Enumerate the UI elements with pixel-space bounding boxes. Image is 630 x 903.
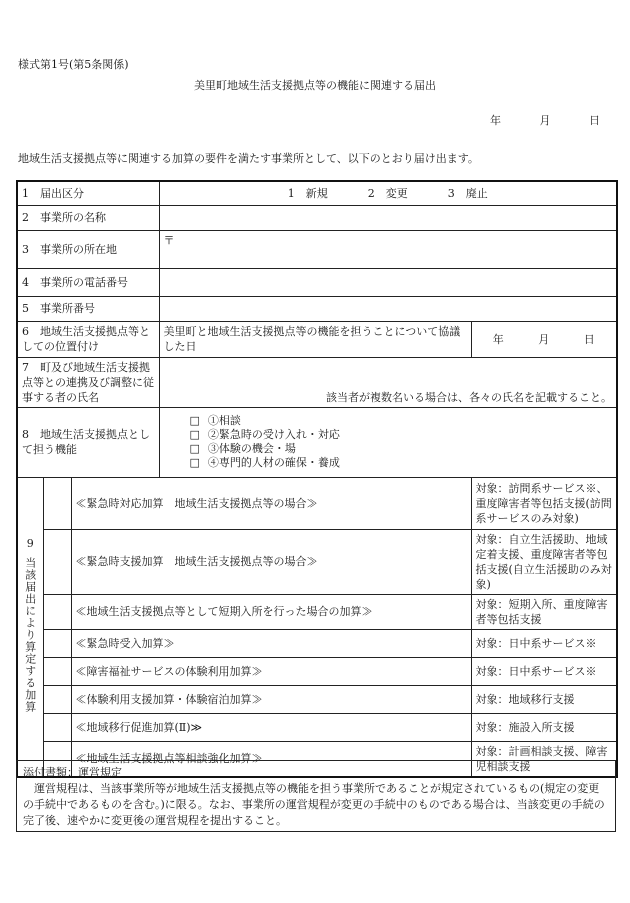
addition-name-4: ≪緊急時受入加算≫ (71, 629, 471, 657)
date-month-label: 月 (539, 114, 551, 127)
function-item-experience[interactable]: □ ③体験の機会・場 (189, 442, 296, 455)
intro-text: 地域生活支援拠点等に関連する加算の要件を満たす事業所として、以下のとおり届け出ます。 (18, 152, 479, 165)
facility-number-field[interactable] (159, 296, 617, 321)
addition-name-3: ≪地域生活支援拠点等として短期入所を行った場合の加算≫ (71, 594, 471, 629)
addition-name-7: ≪地域移行促進加算(Ⅱ)≫ (71, 713, 471, 741)
attachment-heading: 添付書類：運営規定 (23, 766, 122, 779)
agreement-month-label: 月 (538, 332, 550, 346)
function-item-emergency[interactable]: □ ②緊急時の受け入れ・対応 (189, 428, 340, 441)
addition-target-7: 対象：施設入所支援 (471, 713, 617, 741)
attachment-note-box (16, 760, 616, 832)
functions-checklist (159, 407, 617, 477)
addition-checkbox-5[interactable] (43, 657, 71, 685)
function-item-staffing[interactable]: □ ④専門的人材の確保・養成 (189, 456, 340, 469)
addition-checkbox-1[interactable] (43, 477, 71, 529)
agreement-date-field[interactable] (471, 321, 617, 357)
addition-checkbox-4[interactable] (43, 629, 71, 657)
addition-target-6: 対象：地域移行支援 (471, 685, 617, 713)
addition-checkbox-6[interactable] (43, 685, 71, 713)
coordinator-name-field[interactable] (159, 357, 617, 407)
addition-target-3: 対象：短期入所、重度障害者等包括支援 (471, 594, 617, 629)
row9-number: 9 (26, 537, 34, 550)
checkbox-icon[interactable]: □ (189, 414, 200, 427)
function-item-consultation[interactable]: □ ①相談 (189, 414, 241, 427)
document-title: 美里町地域生活支援拠点等の機能に関連する届出 (194, 79, 436, 92)
agreement-year-label: 年 (492, 332, 504, 346)
option-change[interactable]: 2 変更 (367, 186, 408, 200)
coordinator-note: 該当者が複数名いる場合は、各々の氏名を記載すること。 (326, 390, 613, 404)
addition-name-1: ≪緊急時対応加算 地域生活支援拠点等の場合≫ (71, 477, 471, 529)
addition-checkbox-3[interactable] (43, 594, 71, 629)
checkbox-icon[interactable]: □ (189, 456, 200, 469)
date-year-label: 年 (490, 114, 501, 127)
option-abolish[interactable]: 3 廃止 (447, 186, 488, 200)
row9-title: 当該届出により算定する加算 (23, 557, 37, 713)
addition-target-5: 対象：日中系サービス※ (471, 657, 617, 685)
date-day-label: 日 (589, 114, 600, 127)
notification-type-options[interactable] (159, 181, 617, 205)
addition-checkbox-2[interactable] (43, 529, 71, 594)
facility-name-field[interactable] (159, 205, 617, 230)
option-new[interactable]: 1 新規 (287, 186, 328, 200)
addition-name-2: ≪緊急時支援加算 地域生活支援拠点等の場合≫ (71, 529, 471, 594)
row3-label: 3 事業所の所在地 (17, 230, 159, 268)
row8-label: 8 地域生活支援拠点として担う機能 (17, 407, 159, 477)
addition-name-8: ≪地域生活支援拠点等相談強化加算≫ (71, 741, 471, 777)
row2-label: 2 事業所の名称 (17, 205, 159, 230)
addition-target-2: 対象：自立生活援助、地域定着支援、重度障害者等包括支援(自立生活援助のみ対象) (471, 529, 617, 594)
row9-label (17, 477, 43, 777)
checkbox-icon[interactable]: □ (189, 442, 200, 455)
postal-mark: 〒 (163, 233, 175, 247)
addition-name-6: ≪体験利用支援加算・体験宿泊加算≫ (71, 685, 471, 713)
agreement-day-label: 日 (583, 332, 595, 346)
submission-date (490, 112, 600, 128)
form-number: 様式第1号(第5条関係) (18, 58, 129, 71)
row6-label: 6 地域生活支援拠点等としての位置付け (17, 321, 159, 357)
facility-address-field[interactable] (159, 230, 617, 268)
checkbox-icon[interactable]: □ (189, 428, 200, 441)
row5-label: 5 事業所番号 (17, 296, 159, 321)
row1-label: 1 届出区分 (17, 181, 159, 205)
row4-label: 4 事業所の電話番号 (17, 268, 159, 296)
addition-target-1: 対象：訪問系サービス※、重度障害者等包括支援(訪問系サービスのみ対象) (471, 477, 617, 529)
addition-checkbox-7[interactable] (43, 713, 71, 741)
phone-field[interactable] (159, 268, 617, 296)
addition-target-8: 対象：計画相談支援、障害児相談支援 (471, 741, 617, 777)
notification-table (16, 180, 618, 778)
row6-text: 美里町と地域生活支援拠点等の機能を担うことについて協議した日 (159, 321, 471, 357)
row7-label: 7 町及び地域生活支援拠点等との連携及び調整に従事する者の氏名 (17, 357, 159, 407)
attachment-body: 運営規程は、当該事業所等が地域生活支援拠点等の機能を担う事業所であることが規定されているもの(規定の変更の手続中であるものを含む。)に限る。なお、事業所の運営規程が変更の手続中のものである場合は、当該変更の手続の完了後、速やかに変更後の運営規程を提出すること。 (23, 782, 605, 827)
addition-name-5: ≪障害福祉サービスの体験利用加算≫ (71, 657, 471, 685)
addition-target-4: 対象：日中系サービス※ (471, 629, 617, 657)
